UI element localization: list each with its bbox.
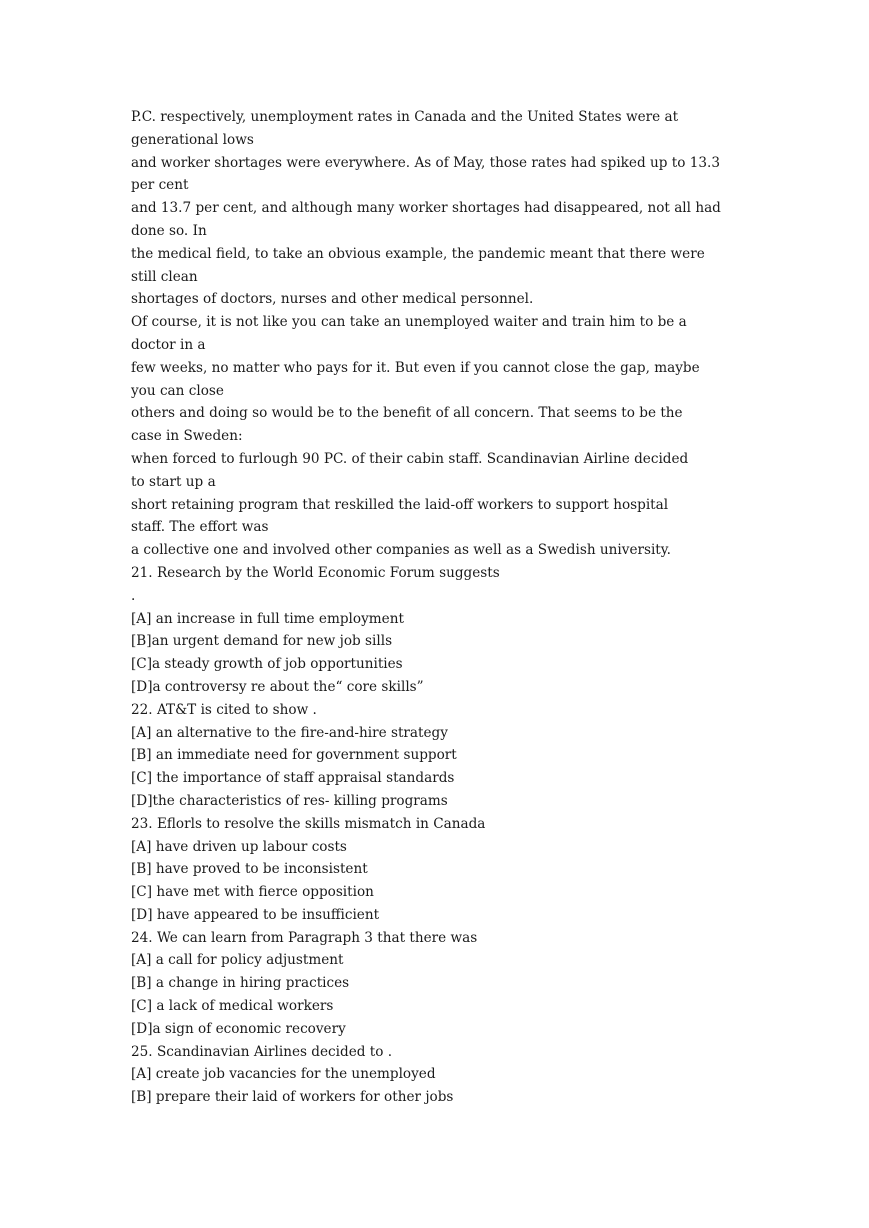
passage-line: P.C. respectively, unemployment rates in Canada and the United States were at xyxy=(131,109,679,125)
question-21-blank: . xyxy=(131,587,136,604)
question-23-option-a: [A] have driven up labour costs xyxy=(131,838,347,855)
passage-line: others and doing so would be to the benefit of all concern. That seems to be the xyxy=(131,405,683,422)
question-23-stem: 23. Eflorls to resolve the skills mismatch in Canada xyxy=(131,815,486,832)
question-22-option-a: [A] an alternative to the fire-and-hire strategy xyxy=(131,724,448,741)
question-23-option-d: [D] have appeared to be insufficient xyxy=(131,906,380,923)
passage-line: and worker shortages were everywhere. As of May, those rates had spiked up to 13.3 xyxy=(131,154,721,171)
question-list xyxy=(131,562,743,1109)
question-23-option-c: [C] have met with fierce opposition xyxy=(131,884,374,901)
question-21-option-b: [B]an urgent demand for new job sills xyxy=(131,633,393,650)
question-25-option-b: [B] prepare their laid of workers for other jobs xyxy=(131,1089,454,1106)
passage-text xyxy=(131,106,743,562)
question-23-option-b: [B] have proved to be inconsistent xyxy=(131,861,368,878)
passage-line: a collective one and involved other companies as well as a Swedish university. xyxy=(131,542,671,559)
passage-line: generational lows xyxy=(131,131,254,148)
passage-line: case in Sweden: xyxy=(131,428,243,445)
passage-line: the medical field, to take an obvious example, the pandemic meant that there were xyxy=(131,245,705,262)
passage-line: and 13.7 per cent, and although many worker shortages had disappeared, not all had xyxy=(131,200,721,217)
question-22-option-d: [D]the characteristics of res- killing programs xyxy=(131,792,448,809)
passage-line: doctor in a xyxy=(131,336,206,353)
question-21-option-a: [A] an increase in full time employment xyxy=(131,610,404,627)
passage-line: few weeks, no matter who pays for it. But even if you cannot close the gap, maybe xyxy=(131,359,700,376)
question-24-option-b: [B] a change in hiring practices xyxy=(131,975,350,992)
question-22-option-c: [C] the importance of staff appraisal standards xyxy=(131,770,455,787)
document-page xyxy=(131,106,743,1109)
question-22-option-b: [B] an immediate need for government support xyxy=(131,747,457,764)
question-24-stem: 24. We can learn from Paragraph 3 that there was xyxy=(131,929,478,946)
question-21-option-c: [C]a steady growth of job opportunities xyxy=(131,656,403,673)
passage-line: done so. In xyxy=(131,222,207,239)
passage-line: short retaining program that reskilled the laid-off workers to support hospital xyxy=(131,496,669,513)
passage-line: per cent xyxy=(131,177,189,194)
passage-line: Of course, it is not like you can take an unemployed waiter and train him to be a xyxy=(131,314,687,331)
passage-line: staff. The effort was xyxy=(131,519,269,536)
question-24-option-c: [C] a lack of medical workers xyxy=(131,998,334,1015)
question-21-stem: 21. Research by the World Economic Forum suggests xyxy=(131,564,500,581)
question-21-option-d: [D]a controversy re about the“ core skills” xyxy=(131,678,424,695)
passage-line: to start up a xyxy=(131,473,216,490)
question-24-option-a: [A] a call for policy adjustment xyxy=(131,952,344,969)
question-25-stem: 25. Scandinavian Airlines decided to . xyxy=(131,1043,393,1060)
passage-line: still clean xyxy=(131,268,198,285)
passage-line: you can close xyxy=(131,382,224,399)
passage-line: when forced to furlough 90 PC. of their cabin staff. Scandinavian Airline decided xyxy=(131,450,689,467)
question-25-option-a: [A] create job vacancies for the unemployed xyxy=(131,1066,436,1083)
question-24-option-d: [D]a sign of economic recovery xyxy=(131,1020,346,1037)
question-22-stem: 22. AT&T is cited to show . xyxy=(131,701,317,718)
passage-line: shortages of doctors, nurses and other medical personnel. xyxy=(131,291,534,308)
